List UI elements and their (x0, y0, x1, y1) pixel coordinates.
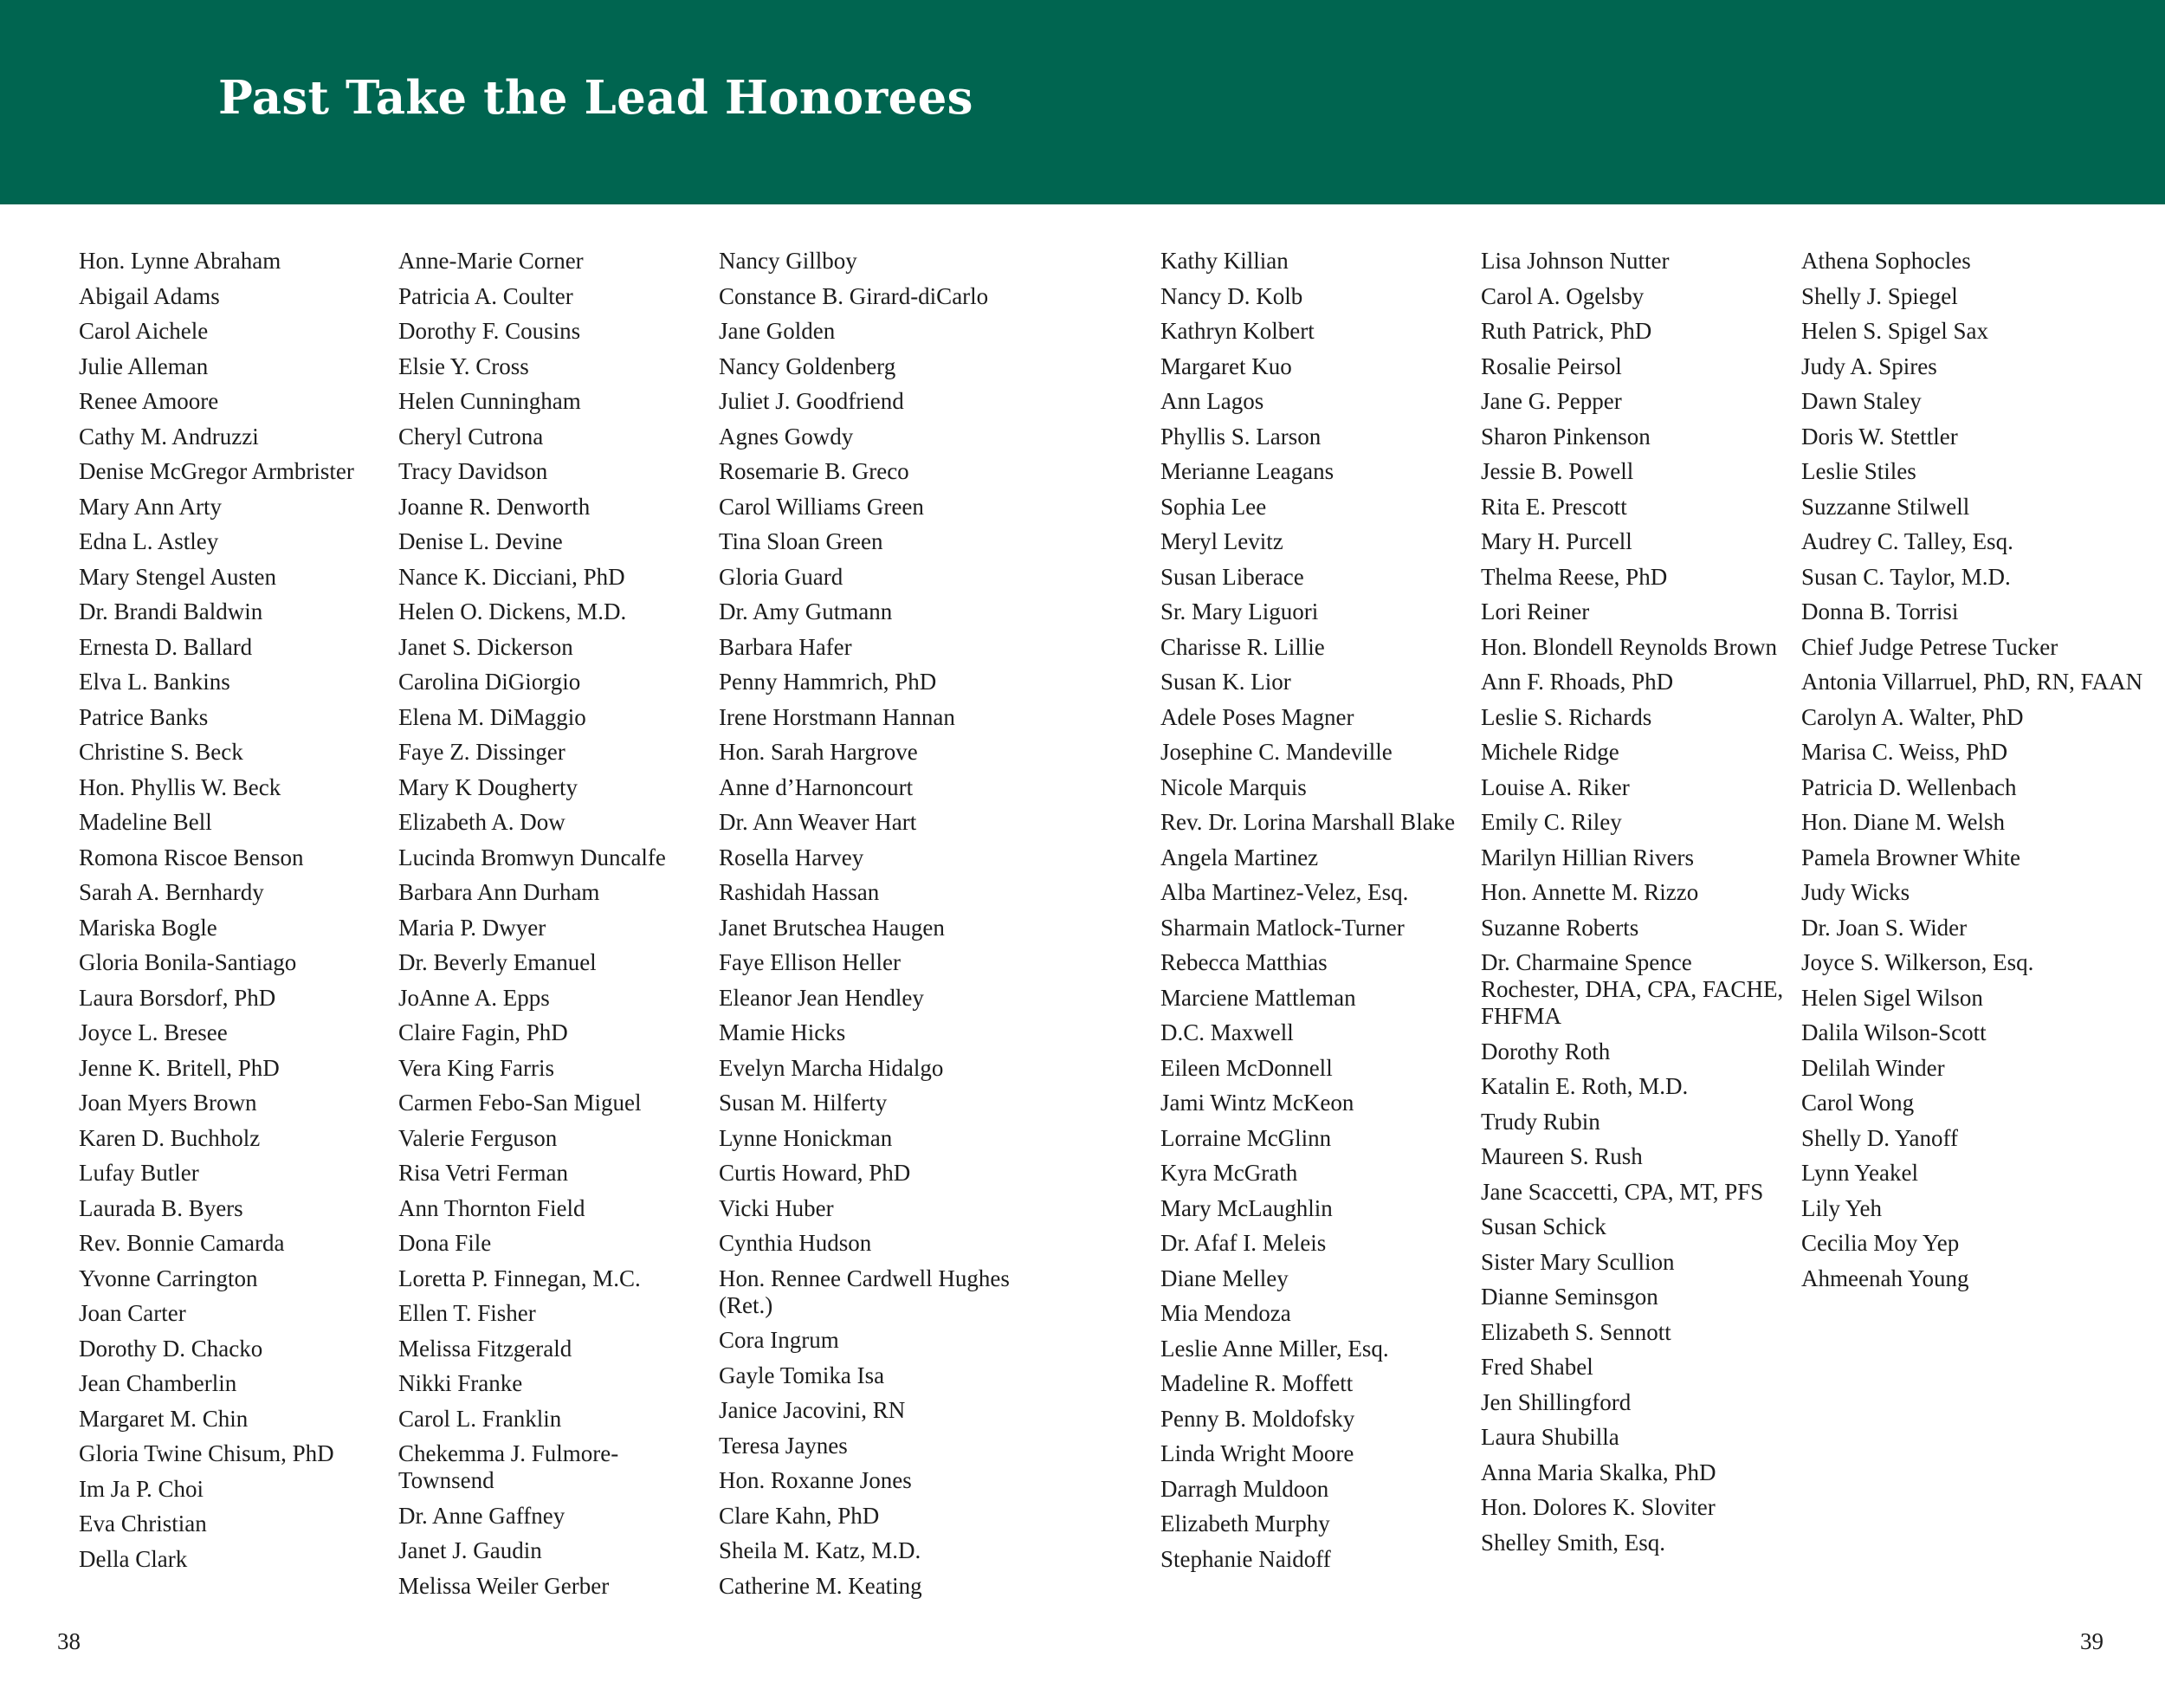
honoree-name: Trudy Rubin (1481, 1108, 1600, 1135)
honoree-name: Dorothy F. Cousins (398, 318, 581, 344)
honoree-name: Jenne K. Britell, PhD (79, 1054, 280, 1081)
honoree-name: Margaret Kuo (1160, 353, 1292, 379)
honoree-name: Sophia Lee (1160, 493, 1267, 520)
honoree-name: Barbara Ann Durham (398, 879, 600, 905)
honoree-name: Mia Mendoza (1160, 1300, 1291, 1326)
honoree-name: Maureen S. Rush (1481, 1143, 1643, 1169)
honoree-name: Donna B. Torrisi (1801, 598, 1959, 624)
page-number-left: 38 (57, 1628, 81, 1654)
honoree-name: Susan C. Taylor, M.D. (1801, 563, 2011, 590)
honoree-name: Joyce L. Bresee (79, 1019, 228, 1045)
honoree-name: Elsie Y. Cross (398, 353, 529, 379)
honoree-name: Melissa Weiler Gerber (398, 1572, 610, 1599)
honoree-name: Chekemma J. Fulmore-Townsend (398, 1440, 619, 1493)
honoree-name: Carolina DiGiorgio (398, 669, 581, 695)
honoree-name: Eva Christian (79, 1511, 207, 1537)
honoree-name: Louise A. Riker (1481, 773, 1630, 800)
honoree-name: Dr. Ann Weaver Hart (719, 809, 917, 835)
honoree-name: Cheryl Cutrona (398, 423, 544, 450)
honoree-name: Dawn Staley (1801, 388, 1922, 414)
honoree-name: Meryl Levitz (1160, 528, 1283, 554)
honoree-column-5 (1481, 248, 1784, 1564)
honoree-name: Lucinda Bromwyn Duncalfe (398, 844, 666, 870)
honoree-name: Elizabeth Murphy (1160, 1511, 1330, 1537)
honoree-name: Dr. Anne Gaffney (398, 1502, 565, 1529)
honoree-name: Stephanie Naidoff (1160, 1545, 1331, 1572)
honoree-name: Barbara Hafer (719, 633, 852, 660)
honoree-name: Carolyn A. Walter, PhD (1801, 703, 2024, 730)
honoree-name: Pamela Browner White (1801, 844, 2020, 870)
honoree-name: Romona Riscoe Benson (79, 844, 304, 870)
honoree-name: Leslie Anne Miller, Esq. (1160, 1335, 1389, 1362)
honoree-name: Joyce S. Wilkerson, Esq. (1801, 949, 2034, 975)
honoree-name: Valerie Ferguson (398, 1124, 558, 1151)
honoree-name: Dalila Wilson-Scott (1801, 1019, 1987, 1045)
honoree-name: Laura Borsdorf, PhD (79, 984, 276, 1011)
honoree-name: Dona File (398, 1230, 492, 1256)
honoree-name: Mary K Dougherty (398, 773, 578, 800)
honoree-name: Penny Hammrich, PhD (719, 669, 937, 695)
honoree-name: Rev. Bonnie Camarda (79, 1230, 285, 1256)
honoree-name: Phyllis S. Larson (1160, 423, 1322, 450)
page-title: Past Take the Lead Honorees (218, 71, 973, 125)
honoree-name: Mamie Hicks (719, 1019, 846, 1045)
honoree-name: Gayle Tomika Isa (719, 1362, 885, 1388)
honoree-name: Carmen Febo-San Miguel (398, 1090, 642, 1116)
honoree-name: Carol L. Franklin (398, 1405, 562, 1432)
honoree-name: Carol A. Ogelsby (1481, 282, 1645, 309)
honoree-name: Mary Stengel Austen (79, 563, 276, 590)
honoree-name: Nancy D. Kolb (1160, 282, 1303, 309)
honoree-name: Dorothy Roth (1481, 1038, 1611, 1064)
honoree-name: Lori Reiner (1481, 598, 1590, 624)
honoree-name: Marisa C. Weiss, PhD (1801, 739, 2008, 765)
honoree-name: Juliet J. Goodfriend (719, 388, 904, 414)
honoree-name: Mary H. Purcell (1481, 528, 1632, 554)
honoree-name: Jane G. Pepper (1481, 388, 1622, 414)
honoree-name: Judy A. Spires (1801, 353, 1937, 379)
honoree-name: Hon. Rennee Cardwell Hughes (Ret.) (719, 1265, 1010, 1318)
honoree-name: Tracy Davidson (398, 458, 548, 484)
honoree-name: Helen O. Dickens, M.D. (398, 598, 627, 624)
honoree-name: Dr. Joan S. Wider (1801, 914, 1968, 941)
honoree-name: Tina Sloan Green (719, 528, 883, 554)
honoree-name: Sheila M. Katz, M.D. (719, 1537, 921, 1563)
honoree-name: Agnes Gowdy (719, 423, 854, 450)
page-number-right: 39 (2080, 1628, 2104, 1654)
honoree-name: Maria P. Dwyer (398, 914, 546, 941)
honoree-name: Margaret M. Chin (79, 1405, 249, 1432)
honoree-name: Doris W. Stettler (1801, 423, 1958, 450)
honoree-name: Lisa Johnson Nutter (1481, 248, 1670, 274)
honoree-name: Katalin E. Roth, M.D. (1481, 1073, 1689, 1099)
honoree-name: Jane Golden (719, 318, 836, 344)
honoree-name: Ann Thornton Field (398, 1194, 585, 1221)
honoree-name: Jen Shillingford (1481, 1388, 1632, 1415)
honoree-name: Lily Yeh (1801, 1194, 1883, 1221)
honoree-name: Suzanne Roberts (1481, 914, 1639, 941)
honoree-name: Vicki Huber (719, 1194, 834, 1221)
honoree-name: Joan Myers Brown (79, 1090, 257, 1116)
honoree-name: Gloria Guard (719, 563, 843, 590)
honoree-name: Janet Brutschea Haugen (719, 914, 945, 941)
honoree-name: Janet S. Dickerson (398, 633, 573, 660)
honoree-name: Patricia A. Coulter (398, 282, 573, 309)
honoree-name: Dr. Beverly Emanuel (398, 949, 597, 975)
honoree-name: Curtis Howard, PhD (719, 1160, 911, 1186)
honoree-name: Jami Wintz McKeon (1160, 1090, 1354, 1116)
honoree-name: Cynthia Hudson (719, 1230, 872, 1256)
honoree-name: Diane Melley (1160, 1265, 1289, 1291)
honoree-name: Susan Schick (1481, 1213, 1606, 1239)
honoree-name: Jane Scaccetti, CPA, MT, PFS (1481, 1178, 1764, 1205)
honoree-name: Audrey C. Talley, Esq. (1801, 528, 2013, 554)
honoree-name: Jean Chamberlin (79, 1370, 237, 1396)
honoree-name: Lorraine McGlinn (1160, 1124, 1332, 1151)
honoree-name: Rosemarie B. Greco (719, 458, 909, 484)
honoree-name: Melissa Fitzgerald (398, 1335, 572, 1362)
honoree-name: Rosella Harvey (719, 844, 864, 870)
honoree-name: Carol Wong (1801, 1090, 1915, 1116)
honoree-name: Edna L. Astley (79, 528, 219, 554)
honoree-name: Denise L. Devine (398, 528, 563, 554)
honoree-name: Marilyn Hillian Rivers (1481, 844, 1694, 870)
honoree-name: Jessie B. Powell (1481, 458, 1634, 484)
honoree-name: Anna Maria Skalka, PhD (1481, 1459, 1716, 1485)
honoree-name: Patricia D. Wellenbach (1801, 773, 2017, 800)
honoree-name: Leslie S. Richards (1481, 703, 1652, 730)
honoree-name: Laura Shubilla (1481, 1424, 1619, 1450)
honoree-name: Leslie Stiles (1801, 458, 1916, 484)
honoree-name: Mary McLaughlin (1160, 1194, 1333, 1221)
honoree-name: Hon. Annette M. Rizzo (1481, 879, 1699, 905)
honoree-name: Helen S. Spigel Sax (1801, 318, 1988, 344)
honoree-name: Hon. Roxanne Jones (719, 1467, 912, 1493)
honoree-name: Hon. Sarah Hargrove (719, 739, 918, 765)
honoree-name: Loretta P. Finnegan, M.C. (398, 1265, 641, 1291)
honoree-name: Laurada B. Byers (79, 1194, 243, 1221)
honoree-name: Darragh Muldoon (1160, 1475, 1329, 1502)
honoree-name: Nikki Franke (398, 1370, 523, 1396)
honoree-name: Gloria Twine Chisum, PhD (79, 1440, 334, 1466)
honoree-name: Fred Shabel (1481, 1354, 1593, 1380)
honoree-name: Shelly J. Spiegel (1801, 282, 1958, 309)
honoree-name: Antonia Villarruel, PhD, RN, FAAN (1801, 669, 2143, 695)
honoree-name: Claire Fagin, PhD (398, 1019, 568, 1045)
honoree-name: Sarah A. Bernhardy (79, 879, 264, 905)
honoree-name: Josephine C. Mandeville (1160, 739, 1393, 765)
honoree-name: Madeline Bell (79, 809, 212, 835)
honoree-name: Hon. Blondell Reynolds Brown (1481, 633, 1777, 660)
honoree-name: Merianne Leagans (1160, 458, 1335, 484)
honoree-name: Ruth Patrick, PhD (1481, 318, 1652, 344)
honoree-name: Penny B. Moldofsky (1160, 1405, 1355, 1432)
honoree-name: Dr. Brandi Baldwin (79, 598, 263, 624)
honoree-name: Sharmain Matlock-Turner (1160, 914, 1405, 941)
honoree-name: Julie Alleman (79, 353, 209, 379)
honoree-name: Nance K. Dicciani, PhD (398, 563, 625, 590)
honoree-name: Susan K. Lior (1160, 669, 1291, 695)
honoree-name: Kathryn Kolbert (1160, 318, 1315, 344)
header-banner (0, 0, 2165, 204)
honoree-name: Renee Amoore (79, 388, 219, 414)
honoree-name: Anne d’Harnoncourt (719, 773, 914, 800)
honoree-name: Elizabeth S. Sennott (1481, 1318, 1671, 1345)
honoree-name: Lynne Honickman (719, 1124, 893, 1151)
honoree-name: Suzzanne Stilwell (1801, 493, 1970, 520)
honoree-name: Charisse R. Lillie (1160, 633, 1325, 660)
honoree-name: Janet J. Gaudin (398, 1537, 542, 1563)
honoree-name: Chief Judge Petrese Tucker (1801, 633, 2058, 660)
honoree-name: Hon. Dolores K. Sloviter (1481, 1494, 1716, 1520)
honoree-name: Cathy M. Andruzzi (79, 423, 259, 450)
honoree-name: Lufay Butler (79, 1160, 199, 1186)
honoree-name: Hon. Diane M. Welsh (1801, 809, 2006, 835)
honoree-column-6 (1801, 248, 2148, 1300)
honoree-name: Joanne R. Denworth (398, 493, 591, 520)
honoree-name: Carol Aichele (79, 318, 209, 344)
honoree-name: Abigail Adams (79, 282, 220, 309)
honoree-name: Elizabeth A. Dow (398, 809, 565, 835)
honoree-name: Yvonne Carrington (79, 1265, 258, 1291)
honoree-name: Constance B. Girard-diCarlo (719, 282, 989, 309)
honoree-name: Ernesta D. Ballard (79, 633, 253, 660)
honoree-name: Susan M. Hilferty (719, 1090, 888, 1116)
honoree-name: Rosalie Peirsol (1481, 353, 1622, 379)
honoree-name: Im Ja P. Choi (79, 1475, 204, 1502)
honoree-name: Susan Liberace (1160, 563, 1304, 590)
honoree-name: Nancy Gillboy (719, 248, 857, 274)
honoree-name: Patrice Banks (79, 703, 209, 730)
honoree-name: Anne-Marie Corner (398, 248, 584, 274)
honoree-name: Helen Cunningham (398, 388, 581, 414)
honoree-name: Sharon Pinkenson (1481, 423, 1651, 450)
honoree-name: Dianne Seminsgon (1481, 1284, 1658, 1310)
honoree-name: Shelley Smith, Esq. (1481, 1529, 1666, 1556)
honoree-name: Ahmeenah Young (1801, 1265, 1969, 1291)
honoree-name: Alba Martinez-Velez, Esq. (1160, 879, 1409, 905)
honoree-name: Rev. Dr. Lorina Marshall Blake (1160, 809, 1456, 835)
honoree-name: Elva L. Bankins (79, 669, 230, 695)
honoree-name: Risa Vetri Ferman (398, 1160, 568, 1186)
honoree-name: Karen D. Buchholz (79, 1124, 261, 1151)
honoree-name: Rita E. Prescott (1481, 493, 1627, 520)
honoree-column-3 (719, 248, 1022, 1608)
honoree-name: Evelyn Marcha Hidalgo (719, 1054, 944, 1081)
honoree-name: Joan Carter (79, 1300, 186, 1326)
honoree-name: Clare Kahn, PhD (719, 1502, 880, 1529)
honoree-name: Ellen T. Fisher (398, 1300, 536, 1326)
honoree-name: Mary Ann Arty (79, 493, 222, 520)
honoree-name: Madeline R. Moffett (1160, 1370, 1354, 1396)
honoree-name: Emily C. Riley (1481, 809, 1622, 835)
honoree-name: Rebecca Matthias (1160, 949, 1328, 975)
honoree-name: Helen Sigel Wilson (1801, 984, 1983, 1011)
honoree-column-1 (79, 248, 382, 1581)
honoree-name: Kyra McGrath (1160, 1160, 1298, 1186)
honoree-name: Eleanor Jean Hendley (719, 984, 924, 1011)
honoree-name: Ann Lagos (1160, 388, 1264, 414)
honoree-column-2 (398, 248, 701, 1608)
honoree-name: Hon. Phyllis W. Beck (79, 773, 281, 800)
honoree-name: D.C. Maxwell (1160, 1019, 1294, 1045)
honoree-name: Dr. Charmaine Spence Rochester, DHA, CPA, FACHE, FHFMA (1481, 949, 1784, 1029)
honoree-name: Rashidah Hassan (719, 879, 880, 905)
honoree-name: Gloria Bonila-Santiago (79, 949, 297, 975)
honoree-name: Thelma Reese, PhD (1481, 563, 1668, 590)
honoree-name: Denise McGregor Armbrister (79, 458, 354, 484)
honoree-name: Dr. Amy Gutmann (719, 598, 893, 624)
honoree-name: Judy Wicks (1801, 879, 1910, 905)
honoree-name: Angela Martinez (1160, 844, 1319, 870)
honoree-name: Dr. Afaf I. Meleis (1160, 1230, 1327, 1256)
honoree-name: Lynn Yeakel (1801, 1160, 1918, 1186)
honoree-name: Elena M. DiMaggio (398, 703, 586, 730)
honoree-name: Kathy Killian (1160, 248, 1289, 274)
honoree-name: Cora Ingrum (719, 1327, 839, 1353)
honoree-name: Hon. Lynne Abraham (79, 248, 281, 274)
honoree-name: Carol Williams Green (719, 493, 924, 520)
honoree-name: Adele Poses Magner (1160, 703, 1354, 730)
honoree-name: Nancy Goldenberg (719, 353, 896, 379)
honoree-name: Cecilia Moy Yep (1801, 1230, 1960, 1256)
honoree-name: Shelly D. Yanoff (1801, 1124, 1959, 1151)
honoree-name: Delilah Winder (1801, 1054, 1945, 1081)
honoree-name: Nicole Marquis (1160, 773, 1307, 800)
honoree-name: Teresa Jaynes (719, 1432, 848, 1459)
honoree-name: Janice Jacovini, RN (719, 1397, 906, 1423)
honoree-name: Faye Ellison Heller (719, 949, 901, 975)
honoree-name: Sister Mary Scullion (1481, 1248, 1675, 1275)
honoree-name: Faye Z. Dissinger (398, 739, 565, 765)
honoree-name: Athena Sophocles (1801, 248, 1971, 274)
honoree-name: Irene Horstmann Hannan (719, 703, 955, 730)
honoree-name: Vera King Farris (398, 1054, 554, 1081)
honoree-name: Eileen McDonnell (1160, 1054, 1333, 1081)
honoree-name: Sr. Mary Liguori (1160, 598, 1319, 624)
honoree-name: Christine S. Beck (79, 739, 243, 765)
honoree-name: Ann F. Rhoads, PhD (1481, 669, 1674, 695)
honoree-name: JoAnne A. Epps (398, 984, 550, 1011)
honoree-name: Dorothy D. Chacko (79, 1335, 263, 1362)
honoree-name: Linda Wright Moore (1160, 1440, 1354, 1466)
honoree-name: Marciene Mattleman (1160, 984, 1356, 1011)
honoree-name: Catherine M. Keating (719, 1572, 922, 1599)
honoree-name: Michele Ridge (1481, 739, 1619, 765)
honoree-column-4 (1160, 248, 1464, 1581)
honoree-name: Della Clark (79, 1545, 188, 1572)
honoree-name: Mariska Bogle (79, 914, 217, 941)
